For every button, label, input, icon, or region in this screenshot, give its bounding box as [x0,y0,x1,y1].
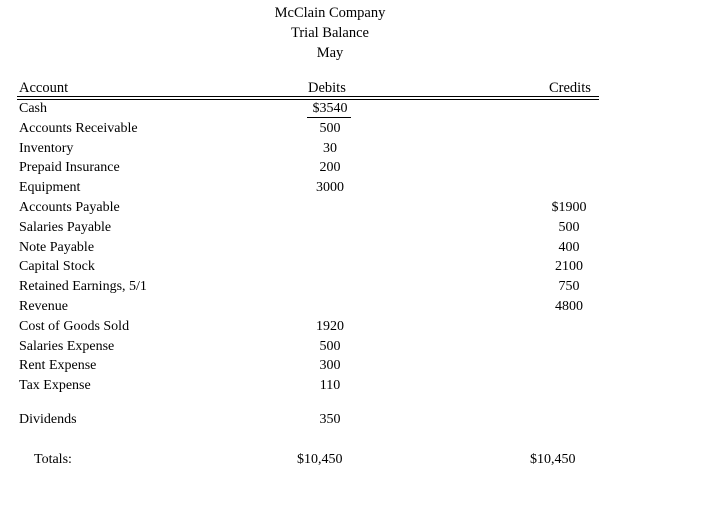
account-name: Salaries Payable [19,219,112,235]
table-row [0,410,704,430]
totals-row [0,450,704,470]
credit-amount: 500 [558,219,580,235]
account-name: Note Payable [19,239,95,255]
debit-amount: 110 [319,378,341,394]
column-header-credits: Credits [549,80,591,96]
totals-credit: $10,450 [530,452,576,467]
company-name: McClain Company [274,5,386,21]
table-row [0,238,704,258]
account-name: Revenue [19,298,68,314]
debit-amount: 3000 [316,180,344,196]
debit-amount: 500 [319,120,341,136]
debit-amount: 350 [319,411,341,427]
column-header-debits: Debits [308,80,346,96]
table-row [0,198,704,218]
credit-amount: 400 [558,239,580,255]
credit-amount: 4800 [555,298,583,314]
account-name: Accounts Payable [19,199,120,215]
account-name: Accounts Receivable [19,120,138,136]
account-name: Inventory [19,140,74,156]
report-period: May [316,45,344,61]
header-rule-top [17,96,599,97]
account-name: Retained Earnings, 5/1 [19,279,147,295]
report-header [0,3,660,63]
debit-amount: 300 [319,358,341,374]
table-row [0,158,704,178]
table-row [0,376,704,396]
table-row [0,178,704,198]
account-name: Tax Expense [19,378,91,394]
table-row [0,99,704,119]
table-row [0,317,704,337]
table-row [0,119,704,139]
account-name: Dividends [19,411,77,427]
account-name: Prepaid Insurance [19,160,120,176]
account-name: Cash [19,101,47,116]
credit-amount: 750 [558,279,580,295]
account-name: Capital Stock [19,259,95,275]
table-row [0,337,704,357]
totals-debit: $10,450 [297,452,343,467]
debit-amount: 30 [323,140,337,156]
account-name: Rent Expense [19,358,97,374]
table-row [0,277,704,297]
table-row [0,297,704,317]
table-row [0,218,704,238]
report-title: Trial Balance [291,25,369,41]
debit-amount: 200 [319,160,341,176]
trial-balance-rows [0,99,704,430]
credit-amount: $1900 [551,199,587,215]
account-name: Equipment [19,180,81,196]
debit-amount: 1920 [316,318,344,334]
totals-label: Totals: [34,452,72,467]
table-row [0,139,704,159]
account-name: Cost of Goods Sold [19,318,130,334]
table-row [0,356,704,376]
column-header-account: Account [19,80,69,96]
credit-amount: 2100 [555,259,583,275]
table-row [0,257,704,277]
debit-amount: $3540 [312,101,348,116]
debit-amount: 500 [319,338,341,354]
account-name: Salaries Expense [19,338,115,354]
